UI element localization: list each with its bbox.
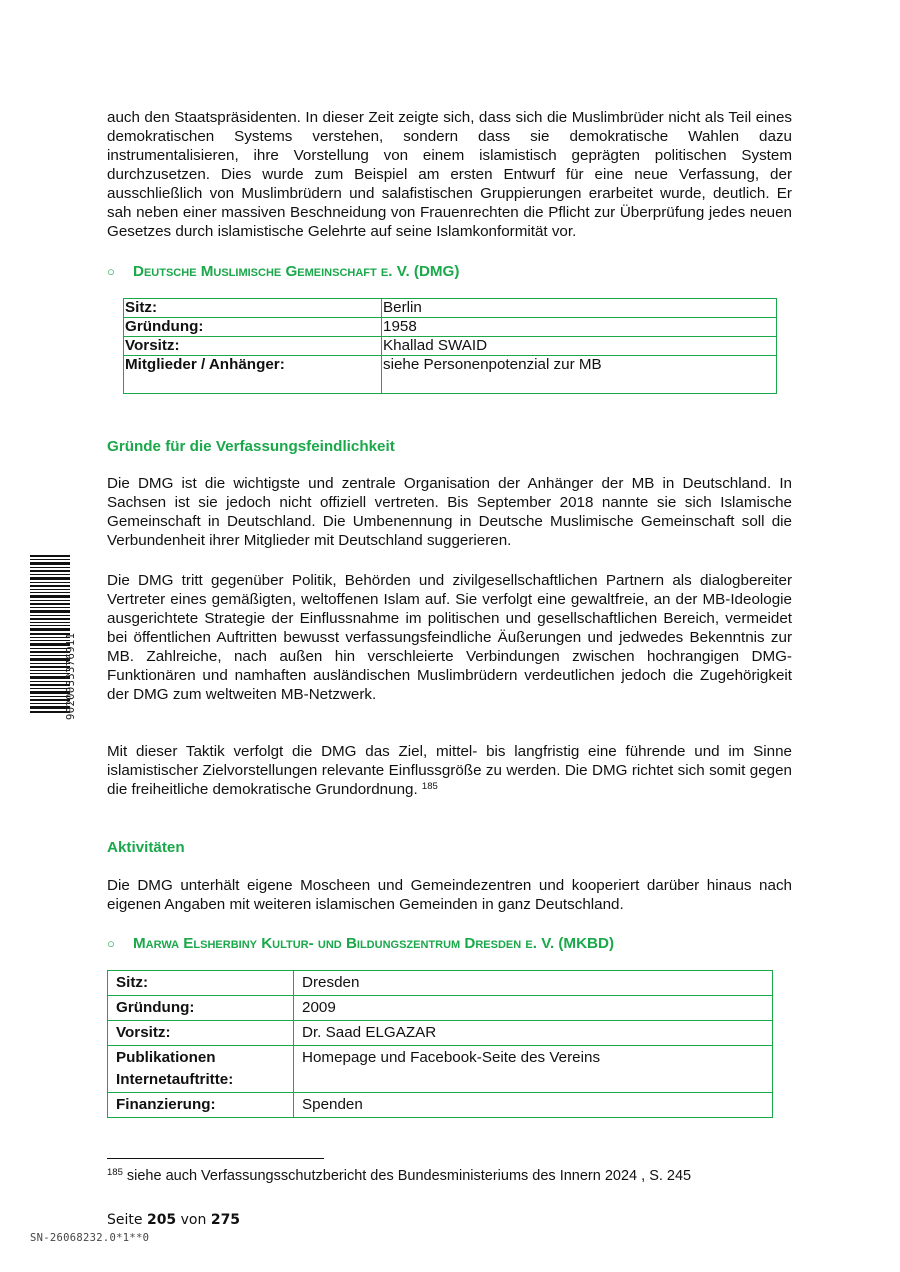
aktivitaeten-heading: Aktivitäten	[107, 839, 185, 856]
table-row	[124, 337, 777, 356]
mkbd-heading	[107, 934, 614, 953]
table-key: Publikationen Internetauftritte:	[108, 1046, 294, 1093]
page-current: 205	[146, 1212, 177, 1228]
table-value: Spenden	[294, 1093, 773, 1118]
footnote	[107, 1167, 691, 1186]
gruende-heading: Gründe für die Verfassungsfeindlichkeit	[107, 438, 395, 455]
page-separator: von	[180, 1212, 207, 1228]
table-key: Vorsitz:	[108, 1021, 294, 1046]
table-value: 2009	[294, 996, 773, 1021]
table-value: Homepage und Facebook-Seite des Vereins	[294, 1046, 773, 1093]
table-key: Mitglieder / Anhänger:	[124, 356, 382, 394]
dmg-heading-text: Deutsche Muslimische Gemeinschaft e. V. (DMG)	[133, 263, 460, 280]
barcode-number: 9020033376911	[65, 632, 77, 720]
table-value: Khallad SWAID	[382, 337, 777, 356]
dmg-heading	[107, 262, 459, 281]
table-value: Berlin	[382, 299, 777, 318]
page-number	[107, 1211, 240, 1230]
table-row	[124, 318, 777, 337]
intro-paragraph: auch den Staatspräsidenten. In dieser Zeit zeigte sich, dass sich die Muslimbrüder nicht als Teil eines demokratischen Systems verstehen, sondern dass sie demokratische Wahlen dazu instrumentalisieren, ihre Vorstellung von einem islamistisch geprägten politischen System durchzusetzen. Dies wurde zum Beispiel am ersten Entwurf für eine neue Verfassung, der ausschließlich von Muslimbrüdern und salafistischen Gruppierungen erarbeitet wurde, deutlich. Er sah neben einer massiven Beschneidung von Frauenrechten die Pflicht zur Überprüfung jedes neuen Gesetzes durch islamistische Gelehrte auf seine Islamkonformität vor.	[107, 109, 792, 240]
table-value: Dr. Saad ELGAZAR	[294, 1021, 773, 1046]
aktivitaeten-paragraph: Die DMG unterhält eigene Moscheen und Gemeindezentren und kooperiert darüber hinaus nach eigenen Angaben mit weiteren islamischen Gemeinden in ganz Deutschland.	[107, 877, 792, 913]
table-row	[108, 996, 773, 1021]
table-key: Gründung:	[108, 996, 294, 1021]
table-value: Dresden	[294, 971, 773, 996]
footnote-text: siehe auch Verfassungsschutzbericht des Bundesministeriums des Innern 2024 , S. 245	[126, 1168, 692, 1184]
gruende-paragraph-1	[107, 474, 792, 550]
table-row	[108, 1046, 773, 1093]
table-key: Gründung:	[124, 318, 382, 337]
table-key: Vorsitz:	[124, 337, 382, 356]
gruende-paragraph-2: Die DMG tritt gegenüber Politik, Behörden und zivilgesellschaftlichen Partnern als dialogbereiter Vertreter eines gemäßigten, weltoffenen Islam auf. Sie verfolgt eine gewaltfreie, an der MB-Ideologie ausgerichtete Strategie der Einflussnahme im politischen und gesellschaftlichen Bereich, vermeidet bei öffentlichen Auftritten bewusst verfassungsfeindliche Äußerungen und jedwedes Bekenntnis zur MB. Zahlreiche, nach außen hin verschleierte Verbindungen zwischen hochrangigen DMG-Funktionären und namhaften ausländischen Muslimbrüdern verdeutlichen jedoch die Zugehörigkeit der DMG zum weltweiten MB-Netzwerk.	[107, 572, 792, 703]
gruende-paragraph-3	[107, 742, 792, 799]
table-row	[108, 971, 773, 996]
table-key: Sitz:	[124, 299, 382, 318]
footnote-reference[interactable]: 185	[421, 781, 438, 792]
footnote-number: 185	[107, 1167, 123, 1178]
footnote-divider	[107, 1158, 324, 1159]
table-key: Sitz:	[108, 971, 294, 996]
mkbd-info-table	[107, 970, 773, 1118]
table-row	[124, 356, 777, 394]
table-row	[108, 1093, 773, 1118]
table-row	[108, 1021, 773, 1046]
document-code: SN-26068232.0*1**0	[30, 1232, 150, 1244]
table-row	[124, 299, 777, 318]
bullet-circle-icon: ○	[107, 936, 115, 951]
dmg-info-table	[123, 298, 777, 394]
table-key: Finanzierung:	[108, 1093, 294, 1118]
gruende-paragraph-3-text: Mit dieser Taktik verfolgt die DMG das Ziel, mittel- bis langfristig eine führende und im Sinne islamistischer Zielvorstellungen relevante Einflussgröße zu werden. Die DMG richtet sich somit gegen die freiheitliche demokratische Grundordnung.	[107, 743, 792, 798]
bullet-circle-icon: ○	[107, 264, 115, 279]
gruende-paragraph-1-text: Die DMG ist die wichtigste und zentrale Organisation der Anhänger der MB in Deutschland. In Sachsen ist sie jedoch nicht offiziell vertreten. Bis September 2018 nannte sie sich Islamische Gemeinschaft in Deutschland. Die Umbenennung in Deutsche Muslimische Gemeinschaft soll die Verbundenheit ihrer Mitglieder mit Deutschland suggerieren.	[107, 475, 792, 549]
page-total: 275	[210, 1212, 241, 1228]
page-prefix: Seite	[107, 1212, 143, 1228]
table-value: 1958	[382, 318, 777, 337]
table-value: siehe Personenpotenzial zur MB	[382, 356, 777, 394]
mkbd-heading-text: Marwa Elsherbiny Kultur- und Bildungszentrum Dresden e. V. (MKBD)	[133, 935, 615, 952]
